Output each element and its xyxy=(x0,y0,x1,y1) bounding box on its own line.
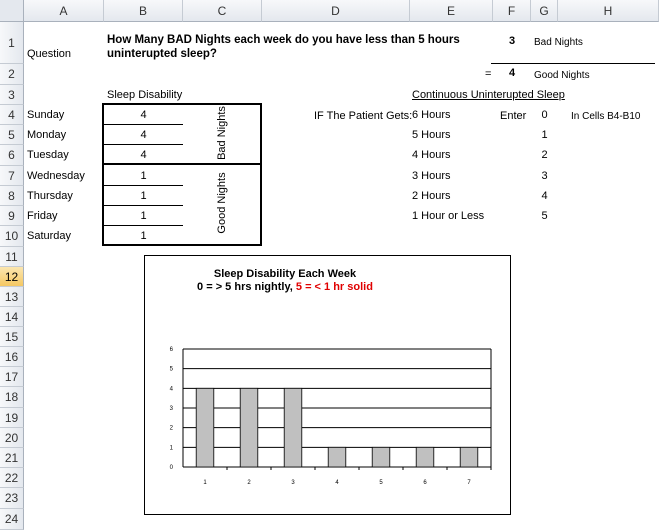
scale-hours[interactable]: 4 Hours xyxy=(412,149,451,161)
row-header-3[interactable]: 3 xyxy=(0,85,24,105)
continuous-sleep-header[interactable]: Continuous Uninterupted Sleep xyxy=(412,89,565,101)
day-name[interactable]: Wednesday xyxy=(27,170,85,182)
column-header-B[interactable]: B xyxy=(104,0,183,22)
bar xyxy=(196,388,214,467)
day-name[interactable]: Monday xyxy=(27,129,67,141)
scale-code[interactable]: 4 xyxy=(541,190,548,202)
column-header-F[interactable]: F xyxy=(493,0,531,22)
bad-nights-vertical-label: Bad Nights xyxy=(216,106,228,160)
column-header-G[interactable]: G xyxy=(531,0,558,22)
bar xyxy=(372,447,390,467)
day-value[interactable]: 4 xyxy=(140,109,147,121)
column-header-C[interactable]: C xyxy=(183,0,262,22)
good-label[interactable]: Good Nights xyxy=(534,70,590,81)
scale-code[interactable]: 0 xyxy=(541,109,548,121)
column-header-E[interactable]: E xyxy=(410,0,493,22)
scale-code[interactable]: 5 xyxy=(541,210,548,222)
row-header-22[interactable]: 22 xyxy=(0,468,24,488)
y-tick-label: 0 xyxy=(169,465,173,471)
enter-label[interactable]: Enter xyxy=(500,110,527,122)
day-name[interactable]: Tuesday xyxy=(27,149,69,161)
y-tick-label: 1 xyxy=(169,445,173,452)
y-tick-label: 4 xyxy=(169,386,173,393)
row-header-9[interactable]: 9 xyxy=(0,206,24,226)
x-tick-label: 7 xyxy=(467,480,471,486)
equals-sign[interactable]: = xyxy=(485,68,492,80)
row-header-10[interactable]: 10 xyxy=(0,226,24,247)
row-header-11[interactable]: 11 xyxy=(0,247,24,267)
question-line1[interactable]: How Many BAD Nights each week do you have less than 5 hours xyxy=(107,34,460,46)
y-tick-label: 6 xyxy=(169,347,173,353)
row-header-20[interactable]: 20 xyxy=(0,428,24,448)
in-cells-label[interactable]: In Cells B4-B10 xyxy=(571,111,641,122)
day-value[interactable]: 4 xyxy=(140,149,147,161)
day-value[interactable]: 1 xyxy=(140,210,147,222)
x-tick-label: 6 xyxy=(423,480,427,486)
bar xyxy=(416,447,434,467)
question-label[interactable]: Question xyxy=(27,48,72,60)
scale-hours[interactable]: 1 Hour or Less xyxy=(412,210,485,222)
day-name[interactable]: Sunday xyxy=(27,109,65,121)
scale-hours[interactable]: 3 Hours xyxy=(412,170,451,182)
row-header-17[interactable]: 17 xyxy=(0,367,24,387)
good-count[interactable]: 4 xyxy=(509,67,516,79)
bad-nights-box xyxy=(102,103,262,165)
row-header-1[interactable]: 1 xyxy=(0,22,24,64)
day-value[interactable]: 4 xyxy=(140,129,147,141)
chart-subtitle-black: 0 = > 5 hrs nightly, xyxy=(197,281,293,293)
bar xyxy=(460,447,478,467)
y-tick-label: 2 xyxy=(169,425,173,432)
chart-title: Sleep Disability Each Week xyxy=(213,268,357,280)
x-tick-label: 4 xyxy=(335,480,339,486)
select-all-corner[interactable] xyxy=(0,0,24,22)
bar xyxy=(328,447,346,467)
row-header-4[interactable]: 4 xyxy=(0,105,24,125)
column-header-D[interactable]: D xyxy=(262,0,410,22)
row-header-13[interactable]: 13 xyxy=(0,287,24,307)
day-value[interactable]: 1 xyxy=(140,190,147,202)
row-header-12[interactable]: 12 xyxy=(0,267,24,287)
sleep-disability-header[interactable]: Sleep Disability xyxy=(107,89,183,101)
day-value[interactable]: 1 xyxy=(140,170,147,182)
scale-code[interactable]: 2 xyxy=(541,149,548,161)
bad-count[interactable]: 3 xyxy=(509,35,516,47)
row-header-23[interactable]: 23 xyxy=(0,488,24,509)
row-header-24[interactable]: 24 xyxy=(0,509,24,530)
row-header-18[interactable]: 18 xyxy=(0,387,24,408)
row-header-14[interactable]: 14 xyxy=(0,307,24,327)
row-header-8[interactable]: 8 xyxy=(0,186,24,206)
bar xyxy=(240,388,258,467)
good-nights-box xyxy=(102,163,262,246)
row-header-19[interactable]: 19 xyxy=(0,408,24,428)
row-header-2[interactable]: 2 xyxy=(0,64,24,85)
scale-hours[interactable]: 5 Hours xyxy=(412,129,451,141)
scale-hours[interactable]: 6 Hours xyxy=(412,109,451,121)
x-tick-label: 3 xyxy=(291,480,295,486)
row-header-16[interactable]: 16 xyxy=(0,347,24,367)
row-header-21[interactable]: 21 xyxy=(0,448,24,468)
y-tick-label: 3 xyxy=(169,406,173,412)
row-header-5[interactable]: 5 xyxy=(0,125,24,145)
row-header-15[interactable]: 15 xyxy=(0,327,24,347)
y-tick-label: 5 xyxy=(169,366,173,373)
row-header-7[interactable]: 7 xyxy=(0,166,24,186)
column-header-H[interactable]: H xyxy=(558,0,659,22)
good-nights-vertical-label: Good Nights xyxy=(216,172,228,234)
sum-line xyxy=(491,63,655,64)
column-header-A[interactable]: A xyxy=(24,0,104,22)
day-name[interactable]: Thursday xyxy=(27,190,73,202)
bad-label[interactable]: Bad Nights xyxy=(534,37,583,48)
chart-plot xyxy=(145,256,510,514)
sleep-chart[interactable] xyxy=(144,255,511,515)
x-tick-label: 5 xyxy=(379,480,383,486)
bar xyxy=(284,388,302,467)
if-patient-label[interactable]: IF The Patient Gets: xyxy=(314,110,413,122)
day-value[interactable]: 1 xyxy=(140,230,147,242)
row-header-6[interactable]: 6 xyxy=(0,145,24,166)
x-tick-label: 2 xyxy=(247,480,251,486)
scale-code[interactable]: 1 xyxy=(541,129,548,141)
scale-code[interactable]: 3 xyxy=(541,170,548,182)
day-name[interactable]: Friday xyxy=(27,210,58,222)
chart-subtitle-red: 5 = < 1 hr solid xyxy=(295,281,373,293)
x-tick-label: 1 xyxy=(203,480,207,486)
scale-hours[interactable]: 2 Hours xyxy=(412,190,451,202)
question-line2[interactable]: uninterupted sleep? xyxy=(107,48,217,60)
day-name[interactable]: Saturday xyxy=(27,230,72,242)
